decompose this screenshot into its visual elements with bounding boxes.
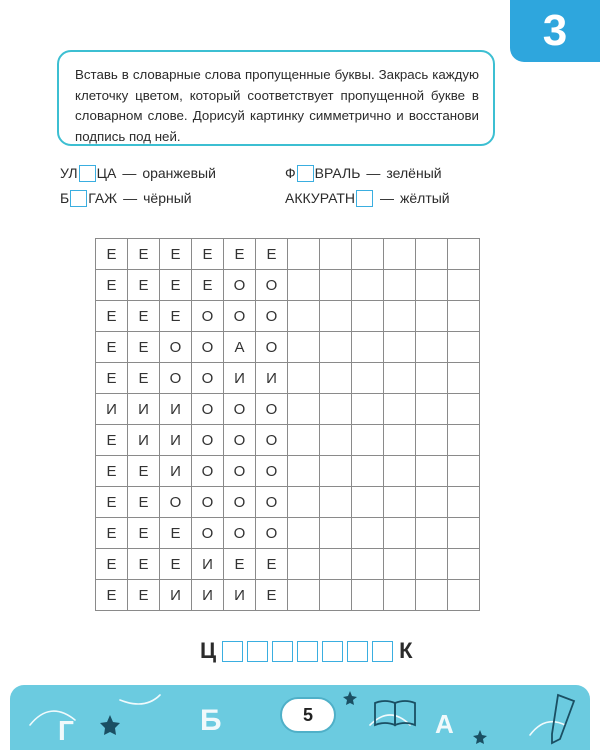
grid-cell[interactable] (384, 394, 416, 425)
grid-cell[interactable]: О (256, 394, 288, 425)
answer-last-letter: К (399, 638, 413, 663)
grid-cell[interactable] (448, 394, 480, 425)
grid-cell[interactable] (448, 301, 480, 332)
grid-row (96, 456, 480, 487)
grid-cell[interactable]: О (160, 363, 192, 394)
grid-cell[interactable] (384, 332, 416, 363)
star-icon (100, 715, 120, 735)
grid-cell[interactable]: Е (96, 456, 128, 487)
grid-row (96, 518, 480, 549)
grid-cell[interactable] (320, 518, 352, 549)
grid-cell[interactable]: О (256, 518, 288, 549)
grid-cell[interactable] (288, 301, 320, 332)
grid-cell[interactable]: О (224, 301, 256, 332)
grid-cell[interactable]: О (256, 332, 288, 363)
grid-cell[interactable] (448, 270, 480, 301)
color-name: зелёный (386, 165, 442, 181)
grid-cell[interactable] (384, 425, 416, 456)
grid-cell[interactable] (416, 487, 448, 518)
grid-row (96, 487, 480, 518)
grid-cell[interactable]: Е (96, 518, 128, 549)
grid-cell[interactable] (352, 332, 384, 363)
task-word-1 (60, 163, 216, 183)
grid-cell[interactable] (416, 363, 448, 394)
grid-cell[interactable] (384, 270, 416, 301)
task-word-3 (60, 188, 192, 208)
answer-blanks (218, 641, 393, 662)
grid-row (96, 425, 480, 456)
grid-cell[interactable] (320, 270, 352, 301)
grid-cell[interactable] (448, 456, 480, 487)
word-suffix: ГАЖ (88, 190, 118, 206)
grid-cell[interactable] (288, 394, 320, 425)
grid-cell[interactable] (320, 363, 352, 394)
grid-cell[interactable]: Е (160, 270, 192, 301)
grid-cell[interactable] (384, 518, 416, 549)
grid-cell[interactable] (320, 425, 352, 456)
grid-row (96, 301, 480, 332)
dash: — (366, 165, 381, 181)
instruction-text: Вставь в словарные слова пропущенные буквы. Закрась каждую клеточку цветом, который соответствует пропущенной букве в словарном слове. Дорисуй картинку симметрично и восстанови подпись под ней. (75, 67, 479, 144)
grid-cell[interactable]: Е (128, 239, 160, 270)
word-suffix: ВРАЛЬ (314, 165, 361, 181)
grid-cell[interactable]: Е (128, 363, 160, 394)
grid-cell[interactable] (384, 301, 416, 332)
word-prefix: УЛ (60, 165, 78, 181)
grid-cell[interactable]: О (256, 270, 288, 301)
grid-cell[interactable]: Е (96, 239, 128, 270)
letter-g-icon: Г (58, 715, 74, 746)
grid-cell[interactable] (352, 239, 384, 270)
grid-cell[interactable]: Е (128, 580, 160, 611)
dash: — (122, 165, 137, 181)
grid-cell[interactable]: О (224, 456, 256, 487)
chapter-number-badge (510, 0, 600, 62)
grid-cell[interactable] (448, 332, 480, 363)
grid-cell[interactable] (384, 580, 416, 611)
grid-cell[interactable] (352, 270, 384, 301)
grid-cell[interactable]: О (192, 332, 224, 363)
grid-cell[interactable] (416, 549, 448, 580)
grid-cell[interactable] (320, 239, 352, 270)
grid-cell[interactable] (320, 301, 352, 332)
grid-cell[interactable] (352, 518, 384, 549)
missing-letter-box[interactable] (297, 165, 314, 182)
grid-cell[interactable]: И (160, 456, 192, 487)
grid-cell[interactable]: Е (96, 270, 128, 301)
grid-cell[interactable]: Е (128, 332, 160, 363)
grid-cell[interactable]: Е (128, 487, 160, 518)
grid-cell[interactable] (384, 487, 416, 518)
grid-cell[interactable]: И (224, 580, 256, 611)
grid-cell[interactable] (448, 580, 480, 611)
grid-cell[interactable]: Е (96, 363, 128, 394)
word-prefix: Б (60, 190, 70, 206)
page-number (280, 697, 336, 733)
grid-cell[interactable]: Е (128, 270, 160, 301)
grid-cell[interactable]: И (160, 425, 192, 456)
grid-cell[interactable] (416, 518, 448, 549)
grid-cell[interactable] (320, 549, 352, 580)
grid-cell[interactable] (448, 239, 480, 270)
color-name: жёлтый (400, 190, 450, 206)
grid-cell[interactable] (448, 363, 480, 394)
page-number-text: 5 (302, 704, 313, 725)
instruction-box (57, 50, 495, 146)
grid-cell[interactable]: И (160, 580, 192, 611)
task-word-2 (285, 163, 442, 183)
grid-cell[interactable]: Е (128, 301, 160, 332)
grid-cell[interactable]: О (256, 487, 288, 518)
grid-cell[interactable] (288, 239, 320, 270)
grid-cell[interactable] (416, 456, 448, 487)
grid-cell[interactable]: И (128, 425, 160, 456)
grid-cell[interactable]: Е (96, 549, 128, 580)
word-prefix: АККУРАТН (285, 190, 356, 206)
grid-cell[interactable]: И (192, 580, 224, 611)
grid-cell[interactable]: И (224, 363, 256, 394)
grid-cell[interactable] (448, 487, 480, 518)
grid-cell[interactable]: Е (256, 580, 288, 611)
dash: — (380, 190, 395, 206)
grid-cell[interactable]: О (192, 425, 224, 456)
grid-cell[interactable] (384, 456, 416, 487)
grid-cell[interactable]: О (224, 270, 256, 301)
grid-cell[interactable] (320, 394, 352, 425)
grid-cell[interactable]: Е (96, 487, 128, 518)
missing-letter-box[interactable] (356, 190, 373, 207)
letter-b-icon: Б (200, 704, 222, 737)
grid-cell[interactable]: А (224, 332, 256, 363)
letter-a-icon: А (435, 709, 454, 739)
answer-first-letter: Ц (200, 638, 217, 663)
grid-cell[interactable] (352, 301, 384, 332)
grid-row (96, 270, 480, 301)
grid-cell[interactable] (288, 270, 320, 301)
star-icon (473, 730, 487, 744)
grid-cell[interactable]: О (192, 363, 224, 394)
answer-row (200, 638, 413, 664)
grid-cell[interactable] (416, 332, 448, 363)
grid-cell[interactable]: Е (256, 549, 288, 580)
grid-cell[interactable] (448, 518, 480, 549)
grid-cell[interactable] (288, 456, 320, 487)
grid-cell[interactable]: Е (192, 239, 224, 270)
grid-cell[interactable] (384, 363, 416, 394)
grid-cell[interactable] (416, 239, 448, 270)
grid-cell[interactable]: О (224, 487, 256, 518)
grid-cell[interactable]: О (256, 301, 288, 332)
dash: — (123, 190, 138, 206)
grid-cell[interactable] (416, 425, 448, 456)
grid-cell[interactable]: И (96, 394, 128, 425)
grid-cell[interactable] (416, 270, 448, 301)
grid-cell[interactable] (352, 425, 384, 456)
grid-cell[interactable] (384, 239, 416, 270)
grid-cell[interactable]: Е (160, 518, 192, 549)
grid-row (96, 363, 480, 394)
grid-cell[interactable]: Е (96, 580, 128, 611)
grid-cell[interactable]: О (160, 332, 192, 363)
grid-cell[interactable] (288, 425, 320, 456)
star-icon (343, 691, 357, 705)
task-word-4 (285, 188, 450, 208)
grid-cell[interactable] (352, 580, 384, 611)
grid-cell[interactable] (288, 549, 320, 580)
answer-letter-box[interactable] (297, 641, 318, 662)
grid-cell[interactable]: Е (128, 456, 160, 487)
grid-cell[interactable] (352, 394, 384, 425)
grid-cell[interactable]: Е (96, 332, 128, 363)
grid-cell[interactable]: Е (96, 301, 128, 332)
grid-cell[interactable]: Е (128, 549, 160, 580)
pencil-icon (552, 695, 574, 743)
grid-cell[interactable]: Е (256, 239, 288, 270)
grid-cell[interactable]: Е (224, 549, 256, 580)
grid-cell[interactable]: И (128, 394, 160, 425)
word-prefix: Ф (285, 165, 296, 181)
grid-cell[interactable] (352, 487, 384, 518)
grid-cell[interactable] (288, 487, 320, 518)
missing-letter-box[interactable] (70, 190, 87, 207)
footer-decoration (10, 685, 590, 750)
grid-cell[interactable]: Е (128, 518, 160, 549)
chapter-number: 3 (542, 6, 568, 55)
swirl-icon (120, 695, 160, 704)
grid-cell[interactable] (448, 425, 480, 456)
grid-cell[interactable] (320, 456, 352, 487)
color-name: оранжевый (142, 165, 216, 181)
grid-row (96, 394, 480, 425)
answer-letter-box[interactable] (247, 641, 268, 662)
grid-cell[interactable]: Е (160, 549, 192, 580)
grid-cell[interactable] (416, 301, 448, 332)
grid-cell[interactable]: И (256, 363, 288, 394)
answer-letter-box[interactable] (222, 641, 243, 662)
grid-cell[interactable]: И (192, 549, 224, 580)
grid-cell[interactable]: Е (160, 301, 192, 332)
grid-cell[interactable] (352, 456, 384, 487)
grid-cell[interactable] (352, 549, 384, 580)
grid-cell[interactable]: Е (192, 270, 224, 301)
grid-cell[interactable]: О (224, 394, 256, 425)
grid-cell[interactable] (320, 332, 352, 363)
coloring-grid (95, 238, 480, 611)
grid-cell[interactable]: Е (160, 239, 192, 270)
grid-cell[interactable]: Е (96, 425, 128, 456)
grid-cell[interactable]: О (224, 518, 256, 549)
grid-row (96, 549, 480, 580)
answer-letter-box[interactable] (347, 641, 368, 662)
grid-cell[interactable] (288, 332, 320, 363)
grid-row (96, 580, 480, 611)
grid-cell[interactable] (288, 363, 320, 394)
grid-cell[interactable]: О (256, 456, 288, 487)
grid-row (96, 239, 480, 270)
word-suffix: ЦА (96, 165, 117, 181)
grid-cell[interactable]: О (160, 487, 192, 518)
grid-cell[interactable]: О (192, 456, 224, 487)
grid-cell[interactable] (320, 580, 352, 611)
grid-cell[interactable] (352, 363, 384, 394)
grid-cell[interactable]: И (160, 394, 192, 425)
grid-cell[interactable] (448, 549, 480, 580)
color-name: чёрный (143, 190, 192, 206)
swirl-icon (530, 722, 565, 735)
grid-cell[interactable]: Е (224, 239, 256, 270)
grid-cell[interactable] (416, 580, 448, 611)
grid-cell[interactable] (288, 518, 320, 549)
grid-cell[interactable] (384, 549, 416, 580)
missing-letter-box[interactable] (79, 165, 96, 182)
grid-cell[interactable] (288, 580, 320, 611)
answer-letter-box[interactable] (322, 641, 343, 662)
grid-cell[interactable]: О (256, 425, 288, 456)
grid-row (96, 332, 480, 363)
answer-letter-box[interactable] (372, 641, 393, 662)
grid-cell[interactable]: О (192, 487, 224, 518)
grid-cell[interactable]: О (192, 394, 224, 425)
book-icon (375, 701, 415, 725)
grid-cell[interactable]: О (192, 518, 224, 549)
answer-letter-box[interactable] (272, 641, 293, 662)
grid-cell[interactable] (320, 487, 352, 518)
grid-cell[interactable] (416, 394, 448, 425)
grid-cell[interactable]: О (224, 425, 256, 456)
grid-cell[interactable]: О (192, 301, 224, 332)
